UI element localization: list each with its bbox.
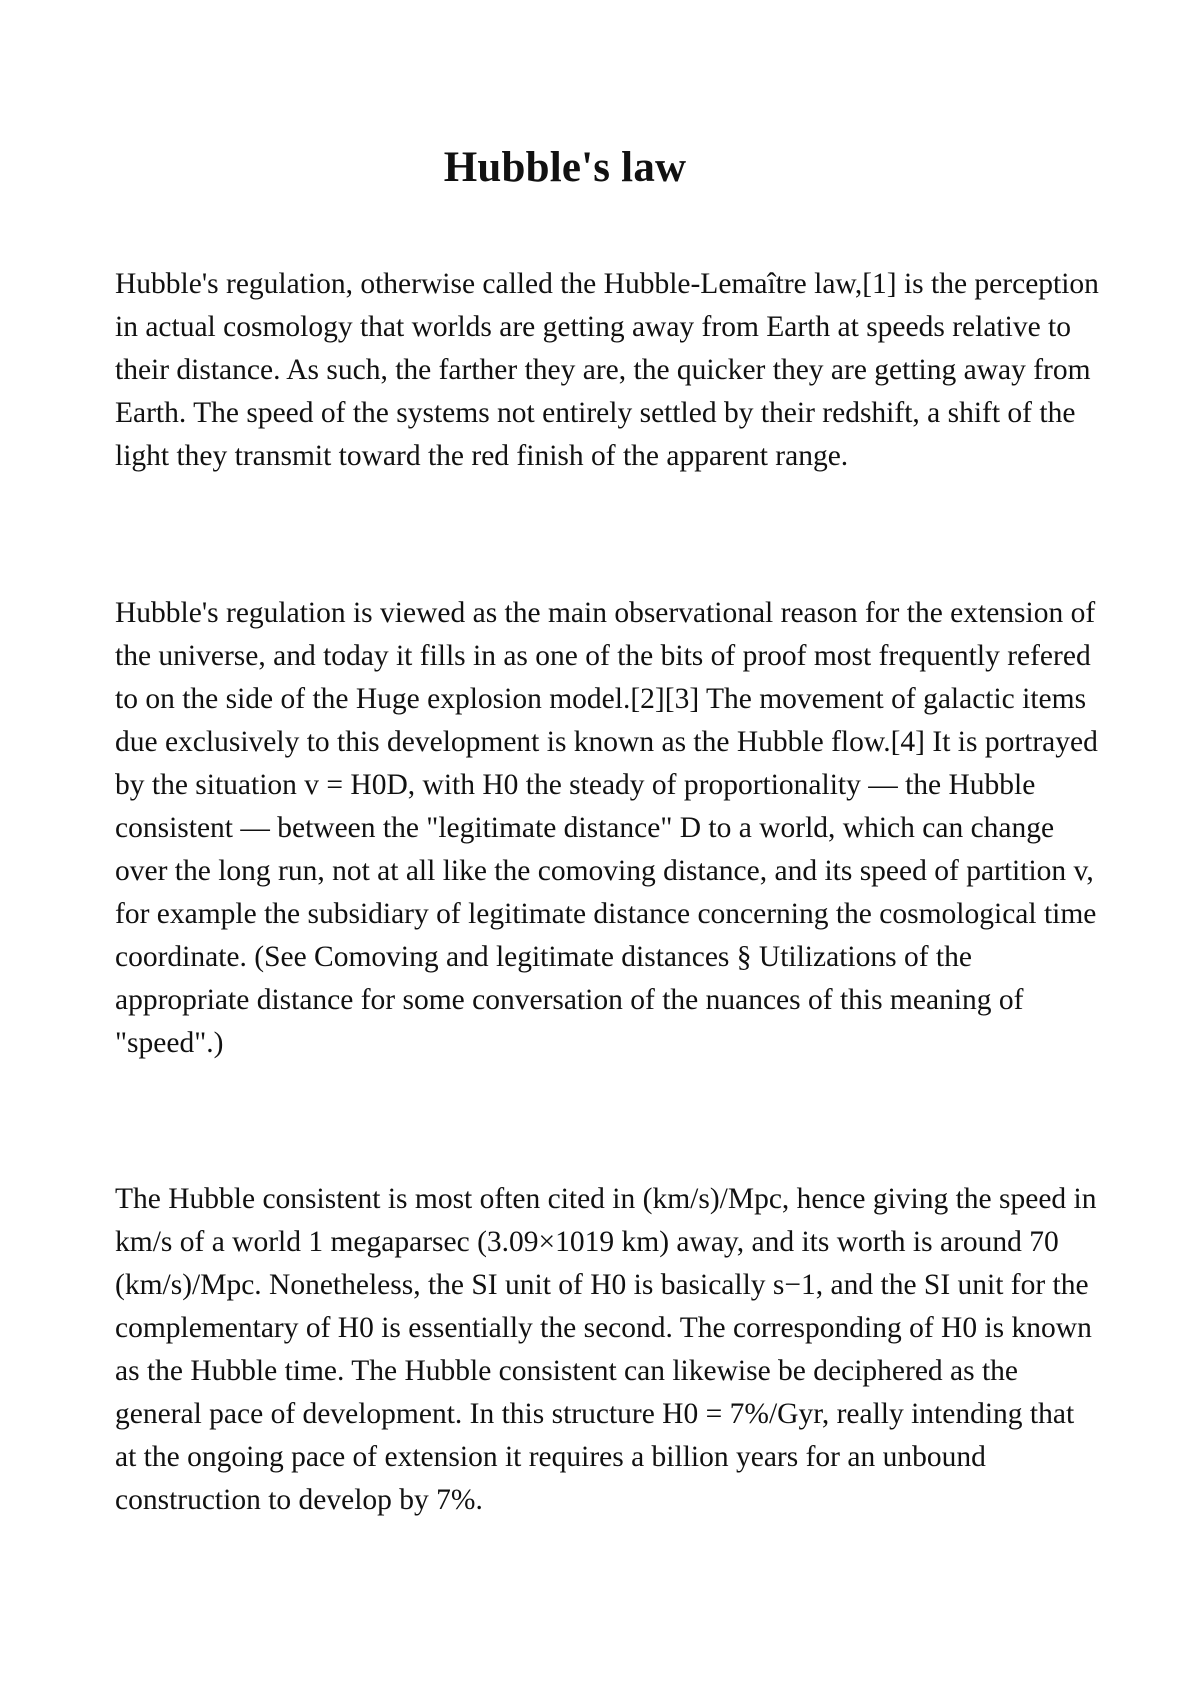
page-title: Hubble's law [443, 144, 687, 191]
paragraph-intro: Hubble's regulation, otherwise called the Hubble-Lemaître law,[1] is the perception in actual cosmology that worlds are getting away from Earth at speeds relative to their distance. As such, the farther they are, the quicker they are getting away from Earth. The speed of the systems not entirely settled by their redshift, a shift of the light they transmit toward the red finish of the apparent range. [115, 268, 1099, 472]
paragraph-hubble-constant: The Hubble consistent is most often cited in (km/s)/Mpc, hence giving the speed in km/s of a world 1 megaparsec (3.09×1019 km) away, and its worth is around 70 (km/s)/Mpc. Nonetheless, the SI unit of H0 is basically s−1, and the SI unit for the complementary of H0 is essentially the second. The corresponding of H0 is known as the Hubble time. The Hubble consistent can likewise be deciphered as the general pace of development. In this structure H0 = 7%/Gyr, really intending that at the ongoing pace of extension it requires a billion years for an unbound construction to develop by 7%. [115, 1183, 1097, 1516]
paragraph-hubble-flow: Hubble's regulation is viewed as the main observational reason for the extension of the universe, and today it fills in as one of the bits of proof most frequently refered to on the side of the Huge explosion model.[2][3] The movement of galactic items due exclusively to this development is known as the Hubble flow.[4] It is portrayed by the situation v = H0D, with H0 the steady of proportionality — the Hubble consistent — between the "legitimate distance" D to a world, which can change over the long run, not at all like the comoving distance, and its speed of partition v, for example the subsidiary of legitimate distance concerning the cosmological time coordinate. (See Comoving and legitimate distances § Utilizations of the appropriate distance for some conversation of the nuances of this meaning of "speed".) [115, 597, 1098, 1059]
